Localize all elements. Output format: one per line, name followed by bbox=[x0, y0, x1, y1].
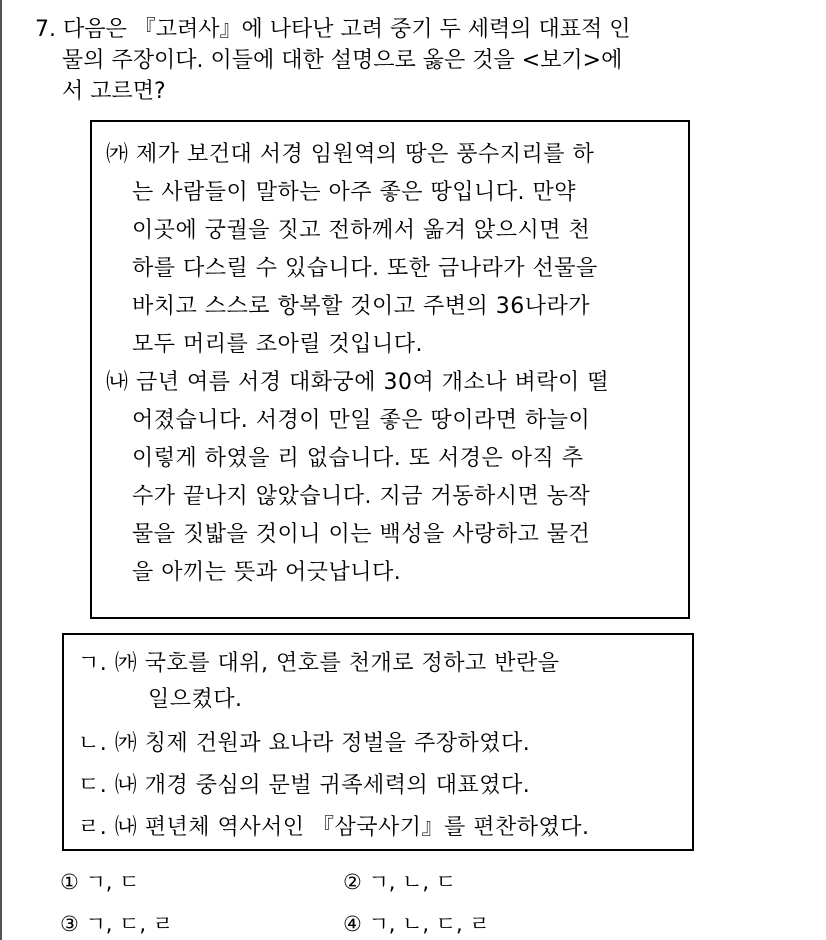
source-line: 하를 다스릴 수 있습니다. 또한 금나라가 선물을 bbox=[132, 256, 598, 281]
bogi-item-giyeok-cont: 일으켰다. bbox=[148, 687, 243, 712]
bogi-item-giyeok: ㄱ. ㈎ 국호를 대위, 연호를 천개로 정하고 반란을 bbox=[78, 651, 560, 676]
bogi-item-nieun: ㄴ. ㈎ 칭제 건원과 요나라 정벌을 주장하였다. bbox=[78, 731, 531, 756]
answer-option-3[interactable]: ③ ㄱ, ㄷ, ㄹ bbox=[60, 912, 174, 936]
source-line: 이곳에 궁궐을 짓고 전하께서 옮겨 앉으시면 천 bbox=[132, 218, 591, 243]
page-left-rule bbox=[0, 0, 2, 940]
bogi-box bbox=[62, 633, 694, 851]
source-text-box bbox=[90, 120, 690, 619]
source-line: 어졌습니다. 서경이 만일 좋은 땅이라면 하늘이 bbox=[132, 408, 591, 433]
source-line: 수가 끝나지 않았습니다. 지금 거동하시면 농작 bbox=[132, 484, 591, 509]
answer-option-1[interactable]: ① ㄱ, ㄷ bbox=[60, 870, 140, 894]
answer-option-4[interactable]: ④ ㄱ, ㄴ, ㄷ, ㄹ bbox=[343, 912, 490, 936]
source-line: 을 아끼는 뜻과 어긋납니다. bbox=[132, 560, 402, 585]
question-line: 7. 다음은 『고려사』에 나타난 고려 중기 두 세력의 대표적 인 bbox=[35, 17, 631, 42]
source-line: ㈎ 제가 보건대 서경 임원역의 땅은 풍수지리를 하 bbox=[106, 142, 595, 167]
source-line: 바치고 스스로 항복할 것이고 주변의 36나라가 bbox=[132, 294, 590, 319]
bogi-item-digeut: ㄷ. ㈏ 개경 중심의 문벌 귀족세력의 대표였다. bbox=[78, 773, 531, 798]
source-line: ㈏ 금년 여름 서경 대화궁에 30여 개소나 벼락이 떨 bbox=[106, 370, 609, 395]
answer-option-2[interactable]: ② ㄱ, ㄴ, ㄷ bbox=[343, 870, 457, 894]
source-line: 이렇게 하였을 리 없습니다. 또 서경은 아직 추 bbox=[132, 446, 584, 471]
question-stem bbox=[35, 14, 630, 107]
source-line: 모두 머리를 조아릴 것입니다. bbox=[132, 332, 423, 357]
source-line: 물을 짓밟을 것이니 이는 백성을 사랑하고 물건 bbox=[132, 522, 591, 547]
source-line: 는 사람들이 말하는 아주 좋은 땅입니다. 만약 bbox=[132, 180, 576, 205]
question-line: 서 고르면? bbox=[62, 79, 166, 104]
question-line: 물의 주장이다. 이들에 대한 설명으로 옳은 것을 <보기>에 bbox=[62, 48, 623, 73]
bogi-item-rieul: ㄹ. ㈏ 편년체 역사서인 『삼국사기』를 편찬하였다. bbox=[78, 815, 590, 840]
